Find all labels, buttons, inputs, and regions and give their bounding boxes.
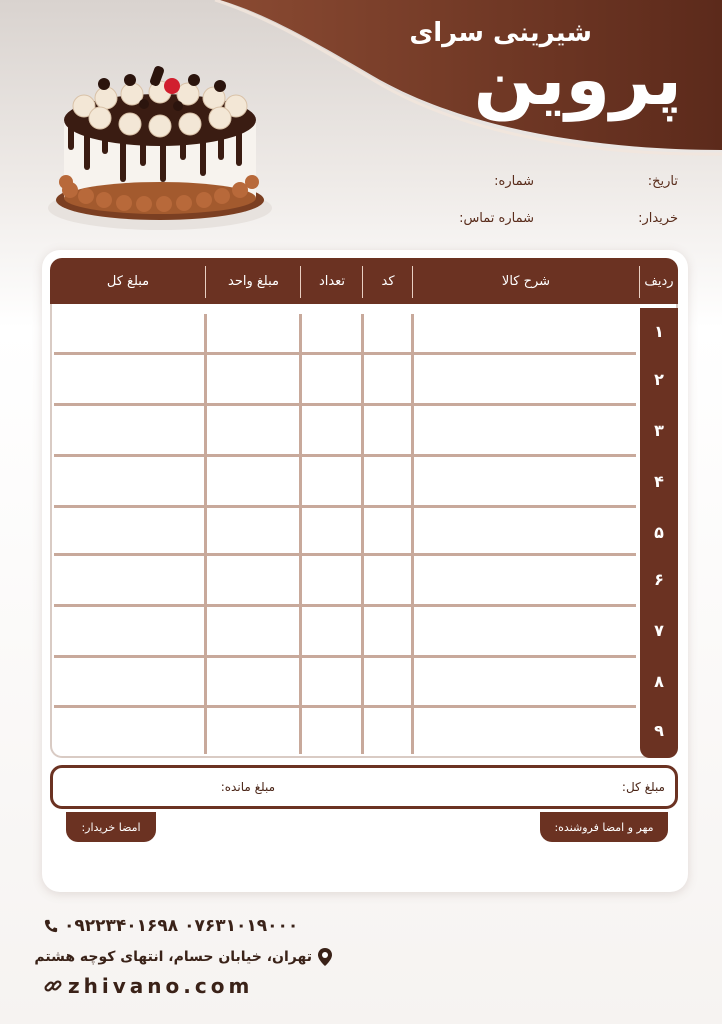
row-number: ۵: [654, 522, 664, 542]
total-amount-label: مبلغ کل:: [621, 780, 665, 794]
footer-phones: [44, 916, 298, 936]
header-description: شرح کالا: [501, 273, 551, 289]
row-divider: [54, 553, 636, 556]
table-body: [50, 304, 678, 758]
remaining-amount-label: مبلغ مانده:: [220, 780, 275, 794]
header-unit-price: مبلغ واحد: [228, 273, 279, 289]
cake-image: [44, 40, 276, 240]
row-divider: [54, 403, 636, 406]
location-icon: [318, 948, 332, 966]
column-divider: [204, 314, 207, 754]
seller-signature-label: مهر و امضا فروشنده:: [540, 812, 668, 842]
header-separator: [362, 266, 363, 298]
header-separator: [205, 266, 206, 298]
row-number: ۴: [654, 471, 664, 491]
contact-label: شماره تماس:: [459, 211, 534, 226]
header-quantity: تعداد: [318, 273, 346, 289]
buyer-label: خریدار:: [638, 211, 678, 226]
row-number: ۶: [654, 569, 664, 589]
row-number: ۷: [654, 620, 664, 640]
column-divider: [411, 314, 414, 754]
buyer-signature-label: امضا خریدار:: [66, 812, 156, 842]
row-divider: [54, 352, 636, 355]
header-separator: [639, 266, 640, 298]
row-number: ۱: [654, 321, 664, 341]
address-text: تهران، خیابان حسام، انتهای کوچه هشتم: [34, 949, 312, 965]
row-number: ۹: [654, 720, 664, 740]
column-divider: [299, 314, 302, 754]
brand-name: پروین: [473, 37, 682, 121]
number-label: شماره:: [494, 174, 534, 189]
header-separator: [412, 266, 413, 298]
phones-text: ۰۷۶۳۱۰۱۹۰۰۰ ۰۹۲۲۳۴۰۱۶۹۸: [64, 916, 299, 936]
date-label: تاریخ:: [647, 174, 678, 189]
row-number: ۳: [654, 420, 664, 440]
row-number: ۲: [654, 369, 664, 389]
row-number: ۸: [654, 671, 664, 691]
header-separator: [300, 266, 301, 298]
header-code: کد: [381, 273, 395, 289]
invoice-table: [50, 258, 678, 758]
footer-address: [34, 948, 332, 966]
row-divider: [54, 604, 636, 607]
brand-subtitle: شیرینی سرای: [409, 18, 592, 48]
column-divider: [361, 314, 364, 754]
phone-icon: [44, 919, 58, 933]
footer-website: [44, 974, 253, 998]
link-icon: [44, 977, 62, 995]
row-divider: [54, 705, 636, 708]
row-divider: [54, 505, 636, 508]
totals-box: [50, 765, 678, 809]
header-row: ردیف: [644, 273, 674, 289]
brand-logo: [352, 18, 682, 138]
header-total: مبلغ کل: [106, 273, 150, 289]
row-divider: [54, 454, 636, 457]
website-link[interactable]: zhivano.com: [68, 974, 254, 998]
row-divider: [54, 655, 636, 658]
